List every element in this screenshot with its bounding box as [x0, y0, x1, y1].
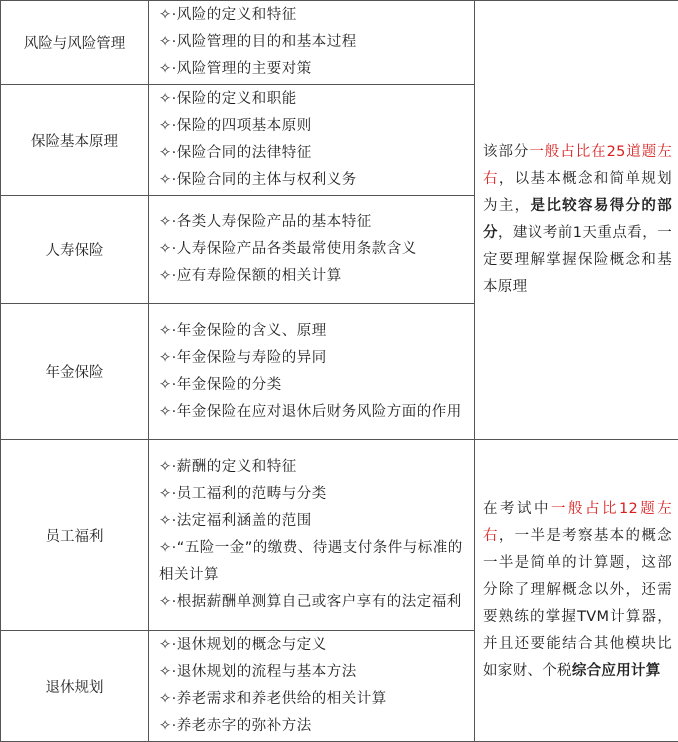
bullet-icon: ✧·	[159, 241, 177, 257]
note-text: ，建议考前1天重点看，一定要理解掌握保险概念和基本原理	[483, 225, 672, 295]
list-item: ✧·风险管理的目的和基本过程	[159, 29, 468, 56]
list-item: ✧·退休规划的概念与定义	[159, 632, 468, 659]
list-item: ✧·法定福利涵盖的范围	[159, 508, 468, 535]
note-emphasis: 综合应用计算	[572, 663, 661, 679]
bullet-icon: ✧·	[159, 513, 177, 529]
note-text: ，一半是考察基本的概念一半是简单的计算题，这部分除了理解概念以外，还需要熟练的掌握TVM计算器，并且还要能结合其他模块比如家财、个税	[483, 528, 672, 679]
bullet-icon: ✧·	[159, 404, 177, 420]
bullet-icon: ✧·	[159, 459, 177, 475]
bullet-icon: ✧·	[159, 34, 177, 50]
topic-list	[149, 304, 475, 440]
bullet-icon: ✧·	[159, 540, 177, 556]
topic-list	[149, 1, 475, 85]
module-name: 年金保险	[1, 304, 149, 440]
module-name: 风险与风险管理	[1, 1, 149, 85]
note-highlight: 一般占比在25道题左右	[483, 144, 672, 187]
list-item: ✧·各类人寿保险产品的基本特征	[159, 209, 468, 236]
bullet-icon: ✧·	[159, 7, 177, 23]
table-row	[1, 440, 678, 631]
topic-list	[149, 631, 475, 742]
list-item: ✧·保险合同的主体与权利义务	[159, 167, 468, 194]
note-text: 在考试中	[483, 501, 551, 517]
list-item: ✧·员工福利的范畴与分类	[159, 481, 468, 508]
list-item: ✧·保险合同的法律特征	[159, 140, 468, 167]
exam-note-2	[475, 440, 678, 742]
bullet-icon: ✧·	[159, 594, 177, 610]
list-item: ✧·“五险一金”的缴费、待遇支付条件与标准的相关计算	[159, 535, 468, 589]
note-text: 该部分	[483, 144, 529, 160]
list-item: ✧·人寿保险产品各类最常使用条款含义	[159, 236, 468, 263]
bullet-icon: ✧·	[159, 637, 177, 653]
module-name: 保险基本原理	[1, 85, 149, 196]
bullet-icon: ✧·	[159, 61, 177, 77]
bullet-icon: ✧·	[159, 145, 177, 161]
module-name: 人寿保险	[1, 196, 149, 304]
bullet-icon: ✧·	[159, 486, 177, 502]
list-item: ✧·根据薪酬单测算自己或客户享有的法定福利	[159, 589, 468, 616]
topic-list	[149, 440, 475, 631]
list-item: ✧·年金保险的分类	[159, 372, 468, 399]
list-item: ✧·年金保险与寿险的异同	[159, 345, 468, 372]
topic-list	[149, 196, 475, 304]
bullet-icon: ✧·	[159, 664, 177, 680]
exam-note-1	[475, 1, 678, 440]
bullet-icon: ✧·	[159, 718, 177, 734]
note-text: ，以基本概念和简单规划为主，	[483, 171, 672, 214]
list-item: ✧·风险的定义和特征	[159, 2, 468, 29]
module-name: 员工福利	[1, 440, 149, 631]
list-item: ✧·应有寿险保额的相关计算	[159, 263, 468, 290]
list-item: ✧·风险管理的主要对策	[159, 56, 468, 83]
bullet-icon: ✧·	[159, 91, 177, 107]
list-item: ✧·年金保险的含义、原理	[159, 318, 468, 345]
list-item: ✧·养老赤字的弥补方法	[159, 713, 468, 740]
list-item: ✧·年金保险在应对退休后财务风险方面的作用	[159, 399, 468, 426]
bullet-icon: ✧·	[159, 172, 177, 188]
topic-list	[149, 85, 475, 196]
list-item: ✧·退休规划的流程与基本方法	[159, 659, 468, 686]
bullet-icon: ✧·	[159, 691, 177, 707]
module-name: 退休规划	[1, 631, 149, 742]
bullet-icon: ✧·	[159, 377, 177, 393]
bullet-icon: ✧·	[159, 118, 177, 134]
bullet-icon: ✧·	[159, 268, 177, 284]
list-item: ✧·保险的定义和职能	[159, 86, 468, 113]
note-highlight: 一般占比12题左右	[483, 501, 672, 544]
bullet-icon: ✧·	[159, 350, 177, 366]
table-row	[1, 1, 678, 85]
note-emphasis: 是比较容易得分的部分	[483, 198, 672, 241]
list-item: ✧·养老需求和养老供给的相关计算	[159, 686, 468, 713]
bullet-icon: ✧·	[159, 323, 177, 339]
list-item: ✧·薪酬的定义和特征	[159, 454, 468, 481]
bullet-icon: ✧·	[159, 214, 177, 230]
list-item: ✧·保险的四项基本原则	[159, 113, 468, 140]
